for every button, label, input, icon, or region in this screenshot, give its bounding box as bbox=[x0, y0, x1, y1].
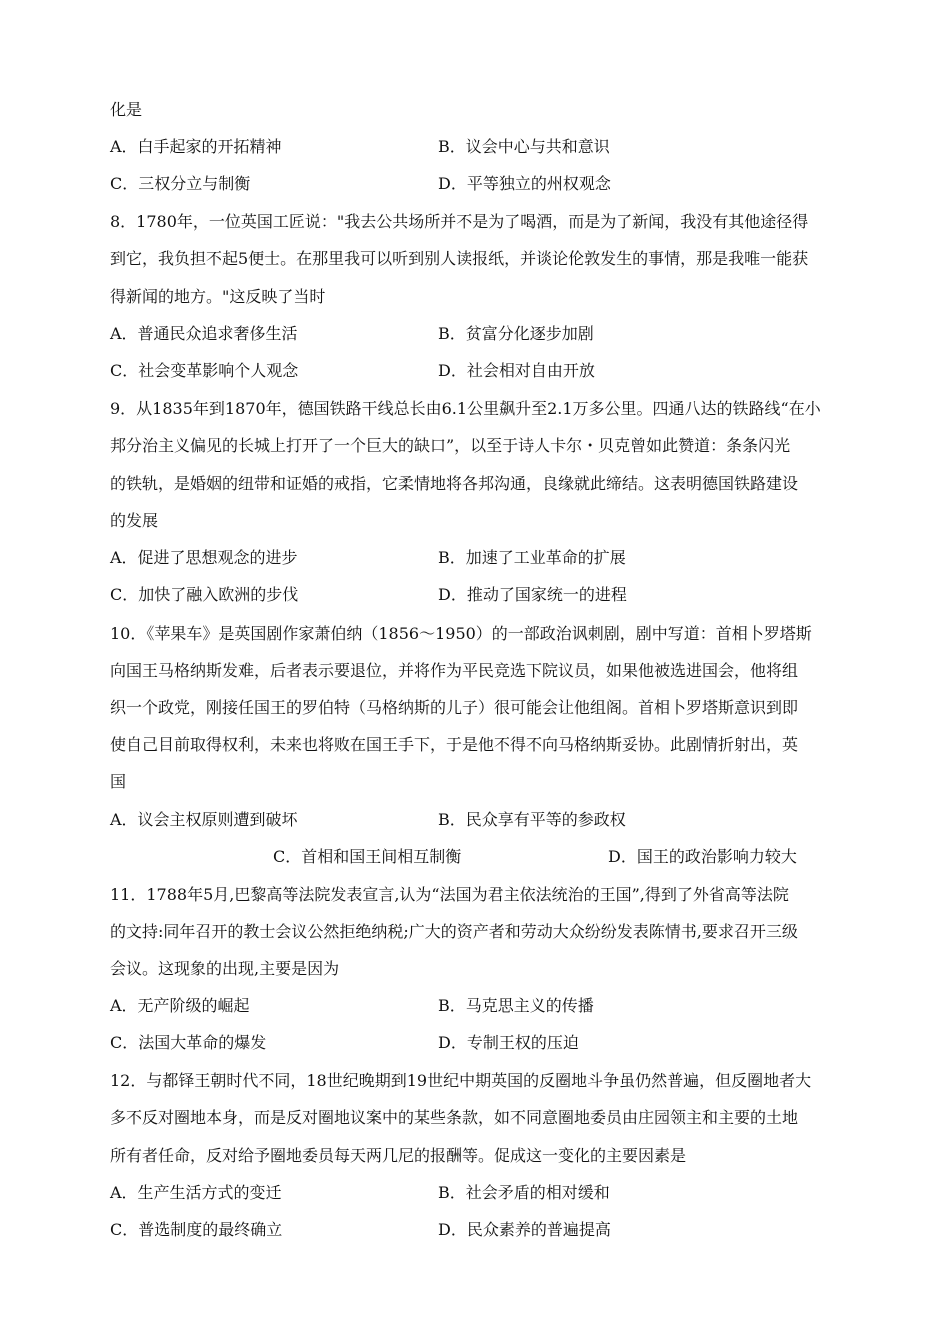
q8-option-a: A．普通民众追求奢侈生活 bbox=[110, 324, 298, 343]
q10-option-d: D．国王的政治影响力较大 bbox=[608, 847, 797, 866]
q11-stem-line: 的文持:同年召开的教士会议公然拒绝纳税;广大的资产者和劳动大众纷纷发表陈情书,要求召开三级 bbox=[110, 922, 798, 941]
q10-stem-line: 国 bbox=[110, 772, 127, 791]
q9-option-c: C．加快了融入欧洲的步伐 bbox=[110, 585, 299, 604]
q8-option-d: D．社会相对自由开放 bbox=[438, 361, 595, 380]
q12-option-c: C．普选制度的最终确立 bbox=[110, 1220, 283, 1239]
q9-option-d: D．推动了国家统一的进程 bbox=[438, 585, 627, 604]
q12-option-a: A．生产生活方式的变迁 bbox=[110, 1183, 282, 1202]
q7-stem: 化是 bbox=[110, 100, 143, 119]
q12-option-b: B．社会矛盾的相对缓和 bbox=[438, 1183, 610, 1202]
q9-stem-line: 的铁轨，是婚姻的纽带和证婚的戒指，它柔情地将各邦沟通，良缘就此缔结。这表明德国铁路建设 bbox=[110, 474, 799, 493]
q9-stem-line: 邦分治主义偏见的长城上打开了一个巨大的缺口”，以至于诗人卡尔・贝克曾如此赞道：条条闪光 bbox=[110, 436, 791, 455]
q10-stem-line: 使自己目前取得权利，未来也将败在国王手下，于是他不得不向马格纳斯妥协。此剧情折射出，英 bbox=[110, 735, 799, 754]
q12-stem-line: 多不反对圈地本身，而是反对圈地议案中的某些条款，如不同意圈地委员由庄园领主和主要的土地 bbox=[110, 1108, 799, 1127]
q12-stem-line: 所有者任命，反对给予圈地委员每天两几尼的报酬等。促成这一变化的主要因素是 bbox=[110, 1146, 687, 1165]
q10-stem-line: 织一个政党，刚接任国王的罗伯特（马格纳斯的儿子）很可能会让他组阁。首相卜罗塔斯意识到即 bbox=[110, 698, 799, 717]
q8-option-c: C．社会变革影响个人观念 bbox=[110, 361, 299, 380]
q10-stem-line: 向国王马格纳斯发难，后者表示要退位，并将作为平民竞选下院议员，如果他被选进国会，他将组 bbox=[110, 661, 799, 680]
q9-stem-line: 9．从1835年到1870年，德国铁路干线总长由6.1公里飙升至2.1万多公里。四通八达的铁路线“在小 bbox=[110, 399, 821, 418]
q9-option-a: A．促进了思想观念的进步 bbox=[110, 548, 298, 567]
q9-option-b: B．加速了工业革命的扩展 bbox=[438, 548, 626, 567]
q11-stem-line: 会议。这现象的出现,主要是因为 bbox=[110, 959, 340, 978]
q11-option-a: A．无产阶级的崛起 bbox=[110, 996, 250, 1015]
q11-option-b: B．马克思主义的传播 bbox=[438, 996, 594, 1015]
q10-option-b: B．民众享有平等的参政权 bbox=[438, 810, 626, 829]
q10-stem-line: 10．《苹果车》是英国剧作家萧伯纳（1856～1950）的一部政治讽刺剧，剧中写道：首相卜罗塔斯 bbox=[110, 624, 812, 643]
q8-stem-line: 到它，我负担不起5便士。在那里我可以听到别人读报纸，并谈论伦敦发生的事情，那是我唯一能获 bbox=[110, 249, 809, 268]
q10-option-a: A．议会主权原则遭到破坏 bbox=[110, 810, 298, 829]
q8-option-b: B．贫富分化逐步加剧 bbox=[438, 324, 594, 343]
q9-stem-line: 的发展 bbox=[110, 511, 159, 530]
q7-option-b: B．议会中心与共和意识 bbox=[438, 137, 610, 156]
q11-stem-line: 11．1788年5月,巴黎高等法院发表宣言,认为“法国为君主依法统治的王国”,得到了外省高等法院 bbox=[110, 885, 789, 904]
q8-stem-line: 8．1780年，一位英国工匠说："我去公共场所并不是为了喝酒，而是为了新闻，我没有其他途径得 bbox=[110, 212, 809, 231]
q7-option-a: A．白手起家的开拓精神 bbox=[110, 137, 282, 156]
q12-stem-line: 12．与都铎王朝时代不同，18世纪晚期到19世纪中期英国的反圈地斗争虽仍然普遍，但反圈地者大 bbox=[110, 1071, 812, 1090]
q7-option-d: D．平等独立的州权观念 bbox=[438, 174, 611, 193]
q11-option-c: C．法国大革命的爆发 bbox=[110, 1033, 267, 1052]
q8-stem-line: 得新闻的地方。"这反映了当时 bbox=[110, 287, 326, 306]
q12-option-d: D．民众素养的普遍提高 bbox=[438, 1220, 611, 1239]
q7-option-c: C．三权分立与制衡 bbox=[110, 174, 251, 193]
q11-option-d: D．专制王权的压迫 bbox=[438, 1033, 579, 1052]
q10-option-c: C．首相和国王间相互制衡 bbox=[273, 847, 462, 866]
